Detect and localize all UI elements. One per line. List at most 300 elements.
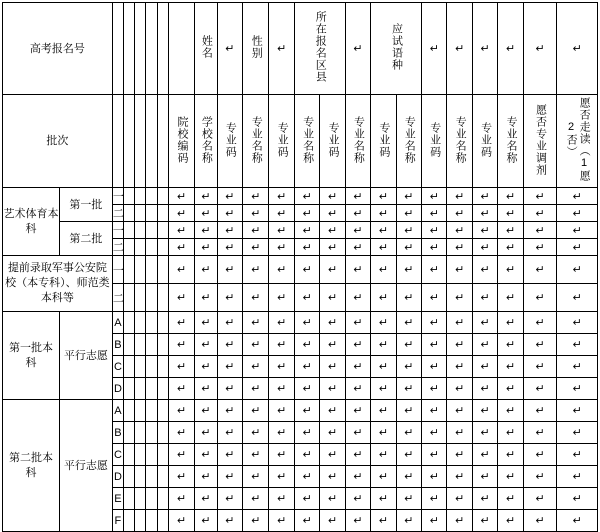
- cell-major-name-4[interactable]: ↵: [396, 510, 421, 532]
- cell-mark: [124, 488, 135, 510]
- cell-major-name-6[interactable]: ↵: [498, 256, 523, 284]
- cell-school-name[interactable]: ↵: [195, 488, 217, 510]
- cell-major-code-6[interactable]: ↵: [472, 284, 497, 312]
- cell-school-name[interactable]: ↵: [195, 444, 217, 466]
- cell-major-code-1[interactable]: ↵: [217, 466, 242, 488]
- cell-major-name-5[interactable]: ↵: [447, 312, 472, 334]
- cell-major-code-1[interactable]: ↵: [217, 400, 242, 422]
- cell-major-code-5[interactable]: ↵: [421, 205, 446, 222]
- cell-major-name-6[interactable]: ↵: [498, 510, 523, 532]
- cell-major-code-2[interactable]: ↵: [269, 444, 294, 466]
- cell-major-name-1[interactable]: ↵: [243, 222, 269, 239]
- cell-school-name[interactable]: ↵: [195, 510, 217, 532]
- cell-major-code-2[interactable]: ↵: [269, 312, 294, 334]
- cell-major-code-4[interactable]: ↵: [371, 400, 396, 422]
- cell-major-code-3[interactable]: ↵: [320, 510, 345, 532]
- cell-major-code-2[interactable]: ↵: [269, 239, 294, 256]
- cell-school-code[interactable]: ↵: [168, 400, 194, 422]
- cell-major-code-4[interactable]: ↵: [371, 205, 396, 222]
- cell-mark: [135, 422, 146, 444]
- cell-commute[interactable]: ↵: [557, 356, 598, 378]
- cell-mark: [157, 256, 168, 284]
- cell-major-name-4[interactable]: ↵: [396, 466, 421, 488]
- cell-major-code-6[interactable]: ↵: [472, 444, 497, 466]
- cell-major-name-3[interactable]: ↵: [345, 239, 370, 256]
- cell-major-code-4[interactable]: ↵: [371, 312, 396, 334]
- cell-mark: [135, 256, 146, 284]
- cell-school-code[interactable]: ↵: [168, 466, 194, 488]
- cell-school-name[interactable]: ↵: [195, 400, 217, 422]
- cell-adjust[interactable]: ↵: [523, 400, 557, 422]
- top-spare-cell-4: ↵: [523, 3, 557, 95]
- cell-commute[interactable]: ↵: [557, 334, 598, 356]
- cell-major-code-5[interactable]: ↵: [421, 466, 446, 488]
- name-value-cell: ↵: [217, 3, 242, 95]
- cell-major-code-1[interactable]: ↵: [217, 222, 242, 239]
- cell-adjust[interactable]: ↵: [523, 334, 557, 356]
- cell-major-code-2[interactable]: ↵: [269, 510, 294, 532]
- cell-major-name-4[interactable]: ↵: [396, 284, 421, 312]
- cell-major-code-6[interactable]: ↵: [472, 222, 497, 239]
- cell-commute[interactable]: ↵: [557, 239, 598, 256]
- cell-major-code-6[interactable]: ↵: [472, 239, 497, 256]
- cell-major-name-5[interactable]: ↵: [447, 510, 472, 532]
- cell-major-code-1[interactable]: ↵: [217, 422, 242, 444]
- cell-commute[interactable]: ↵: [557, 422, 598, 444]
- col-school-code: 院校编码: [168, 95, 194, 188]
- cell-adjust[interactable]: ↵: [523, 188, 557, 205]
- cell-major-code-3[interactable]: ↵: [320, 312, 345, 334]
- cell-major-name-5[interactable]: ↵: [447, 356, 472, 378]
- cell-mark: [157, 488, 168, 510]
- cell-major-code-6[interactable]: ↵: [472, 205, 497, 222]
- group-label-second-batch-undergrad: 第二批本 科: [3, 400, 60, 532]
- cell-major-code-4[interactable]: ↵: [371, 510, 396, 532]
- group-label-art-sports: 艺术体育本科: [3, 188, 60, 256]
- cell-major-code-5[interactable]: ↵: [421, 284, 446, 312]
- header-gender: 性别: [243, 3, 269, 95]
- cell-major-code-1[interactable]: ↵: [217, 239, 242, 256]
- cell-major-name-2[interactable]: ↵: [294, 488, 319, 510]
- cell-major-code-6[interactable]: ↵: [472, 510, 497, 532]
- exam-number-cell-1: [112, 3, 123, 95]
- cell-major-code-4[interactable]: ↵: [371, 334, 396, 356]
- cell-major-name-6[interactable]: ↵: [498, 239, 523, 256]
- cell-major-code-2[interactable]: ↵: [269, 188, 294, 205]
- cell-major-code-3[interactable]: ↵: [320, 284, 345, 312]
- cell-school-code[interactable]: ↵: [168, 356, 194, 378]
- cell-major-name-4[interactable]: ↵: [396, 312, 421, 334]
- cell-school-name[interactable]: ↵: [195, 256, 217, 284]
- cell-commute[interactable]: ↵: [557, 510, 598, 532]
- cell-major-name-2[interactable]: ↵: [294, 284, 319, 312]
- cell-school-code[interactable]: ↵: [168, 222, 194, 239]
- cell-commute[interactable]: ↵: [557, 205, 598, 222]
- cell-major-name-5[interactable]: ↵: [447, 466, 472, 488]
- cell-mark: [146, 356, 157, 378]
- cell-major-name-4[interactable]: ↵: [396, 188, 421, 205]
- cell-major-code-6[interactable]: ↵: [472, 356, 497, 378]
- cell-mark: [124, 334, 135, 356]
- cell-major-name-5[interactable]: ↵: [447, 444, 472, 466]
- cell-adjust[interactable]: ↵: [523, 378, 557, 400]
- cell-school-name[interactable]: ↵: [195, 466, 217, 488]
- cell-major-name-1[interactable]: ↵: [243, 334, 269, 356]
- cell-school-name[interactable]: ↵: [195, 239, 217, 256]
- cell-school-name[interactable]: ↵: [195, 378, 217, 400]
- cell-major-name-1[interactable]: ↵: [243, 256, 269, 284]
- cell-major-name-2[interactable]: ↵: [294, 466, 319, 488]
- cell-major-code-4[interactable]: ↵: [371, 378, 396, 400]
- cell-major-name-6[interactable]: ↵: [498, 188, 523, 205]
- cell-mark: [146, 239, 157, 256]
- cell-major-code-5[interactable]: ↵: [421, 188, 446, 205]
- cell-major-code-2[interactable]: ↵: [269, 334, 294, 356]
- cell-school-code[interactable]: ↵: [168, 334, 194, 356]
- cell-major-code-4[interactable]: ↵: [371, 239, 396, 256]
- cell-major-name-3[interactable]: ↵: [345, 222, 370, 239]
- cell-major-code-4[interactable]: ↵: [371, 256, 396, 284]
- cell-major-name-2[interactable]: ↵: [294, 378, 319, 400]
- cell-major-code-6[interactable]: ↵: [472, 466, 497, 488]
- cell-major-name-4[interactable]: ↵: [396, 222, 421, 239]
- cell-major-name-5[interactable]: ↵: [447, 400, 472, 422]
- cell-major-name-6[interactable]: ↵: [498, 488, 523, 510]
- cell-school-name[interactable]: ↵: [195, 422, 217, 444]
- narrow-col-3: [135, 95, 146, 188]
- cell-major-name-2[interactable]: ↵: [294, 205, 319, 222]
- cell-adjust[interactable]: ↵: [523, 444, 557, 466]
- cell-major-name-4[interactable]: ↵: [396, 256, 421, 284]
- cell-major-code-3[interactable]: ↵: [320, 256, 345, 284]
- cell-major-code-6[interactable]: ↵: [472, 422, 497, 444]
- cell-major-code-6[interactable]: ↵: [472, 188, 497, 205]
- cell-major-name-2[interactable]: ↵: [294, 239, 319, 256]
- cell-major-code-2[interactable]: ↵: [269, 256, 294, 284]
- cell-commute[interactable]: ↵: [557, 312, 598, 334]
- cell-school-code[interactable]: ↵: [168, 444, 194, 466]
- cell-major-code-1[interactable]: ↵: [217, 312, 242, 334]
- cell-major-name-5[interactable]: ↵: [447, 378, 472, 400]
- cell-major-name-3[interactable]: ↵: [345, 284, 370, 312]
- cell-major-code-4[interactable]: ↵: [371, 422, 396, 444]
- cell-major-name-4[interactable]: ↵: [396, 422, 421, 444]
- row-index: B: [112, 334, 123, 356]
- cell-mark: [135, 444, 146, 466]
- cell-major-name-5[interactable]: ↵: [447, 239, 472, 256]
- cell-major-code-3[interactable]: ↵: [320, 488, 345, 510]
- cell-mark: [146, 284, 157, 312]
- cell-adjust[interactable]: ↵: [523, 356, 557, 378]
- cell-mark: [157, 334, 168, 356]
- row-index: A: [112, 400, 123, 422]
- cell-major-code-2[interactable]: ↵: [269, 466, 294, 488]
- cell-major-name-4[interactable]: ↵: [396, 488, 421, 510]
- cell-adjust[interactable]: ↵: [523, 239, 557, 256]
- cell-major-code-2[interactable]: ↵: [269, 378, 294, 400]
- cell-school-name[interactable]: ↵: [195, 356, 217, 378]
- cell-major-code-5[interactable]: ↵: [421, 334, 446, 356]
- cell-major-name-2[interactable]: ↵: [294, 188, 319, 205]
- cell-major-name-3[interactable]: ↵: [345, 510, 370, 532]
- cell-school-code[interactable]: ↵: [168, 239, 194, 256]
- cell-major-name-4[interactable]: ↵: [396, 356, 421, 378]
- cell-major-code-5[interactable]: ↵: [421, 239, 446, 256]
- cell-major-code-3[interactable]: ↵: [320, 334, 345, 356]
- cell-major-code-5[interactable]: ↵: [421, 444, 446, 466]
- cell-commute[interactable]: ↵: [557, 222, 598, 239]
- cell-major-name-1[interactable]: ↵: [243, 488, 269, 510]
- cell-major-code-1[interactable]: ↵: [217, 356, 242, 378]
- cell-major-code-3[interactable]: ↵: [320, 205, 345, 222]
- cell-major-name-2[interactable]: ↵: [294, 400, 319, 422]
- cell-major-code-1[interactable]: ↵: [217, 378, 242, 400]
- cell-major-name-6[interactable]: ↵: [498, 205, 523, 222]
- cell-major-name-4[interactable]: ↵: [396, 400, 421, 422]
- cell-major-code-1[interactable]: ↵: [217, 188, 242, 205]
- cell-major-name-6[interactable]: ↵: [498, 356, 523, 378]
- row-index: C: [112, 444, 123, 466]
- cell-major-code-4[interactable]: ↵: [371, 222, 396, 239]
- cell-major-name-3[interactable]: ↵: [345, 312, 370, 334]
- cell-major-name-3[interactable]: ↵: [345, 488, 370, 510]
- cell-major-name-4[interactable]: ↵: [396, 334, 421, 356]
- cell-major-name-5[interactable]: ↵: [447, 422, 472, 444]
- cell-major-name-1[interactable]: ↵: [243, 444, 269, 466]
- cell-school-code[interactable]: ↵: [168, 378, 194, 400]
- cell-major-code-3[interactable]: ↵: [320, 239, 345, 256]
- cell-school-name[interactable]: ↵: [195, 205, 217, 222]
- cell-major-code-5[interactable]: ↵: [421, 510, 446, 532]
- cell-mark: [135, 205, 146, 222]
- cell-school-code[interactable]: ↵: [168, 422, 194, 444]
- cell-major-name-2[interactable]: ↵: [294, 356, 319, 378]
- table-row: [3, 256, 598, 284]
- cell-school-code[interactable]: ↵: [168, 488, 194, 510]
- cell-adjust[interactable]: ↵: [523, 488, 557, 510]
- cell-major-name-1[interactable]: ↵: [243, 356, 269, 378]
- cell-school-name[interactable]: ↵: [195, 312, 217, 334]
- cell-major-code-1[interactable]: ↵: [217, 444, 242, 466]
- cell-school-name[interactable]: ↵: [195, 188, 217, 205]
- cell-major-name-4[interactable]: ↵: [396, 378, 421, 400]
- cell-major-name-6[interactable]: ↵: [498, 334, 523, 356]
- cell-adjust[interactable]: ↵: [523, 510, 557, 532]
- cell-major-code-1[interactable]: ↵: [217, 256, 242, 284]
- cell-school-code[interactable]: ↵: [168, 284, 194, 312]
- cell-major-code-2[interactable]: ↵: [269, 400, 294, 422]
- cell-major-name-3[interactable]: ↵: [345, 334, 370, 356]
- cell-major-code-1[interactable]: ↵: [217, 334, 242, 356]
- cell-school-code[interactable]: ↵: [168, 188, 194, 205]
- cell-school-code[interactable]: ↵: [168, 256, 194, 284]
- cell-commute[interactable]: ↵: [557, 256, 598, 284]
- cell-major-code-1[interactable]: ↵: [217, 488, 242, 510]
- exam-number-label: 高考报名号: [3, 3, 113, 95]
- cell-major-code-3[interactable]: ↵: [320, 378, 345, 400]
- cell-major-code-2[interactable]: ↵: [269, 205, 294, 222]
- exam-number-cell-5: [157, 3, 168, 95]
- cell-major-code-3[interactable]: ↵: [320, 444, 345, 466]
- cell-major-name-6[interactable]: ↵: [498, 378, 523, 400]
- cell-adjust[interactable]: ↵: [523, 466, 557, 488]
- cell-major-code-6[interactable]: ↵: [472, 256, 497, 284]
- cell-commute[interactable]: ↵: [557, 466, 598, 488]
- cell-mark: [124, 222, 135, 239]
- cell-major-name-5[interactable]: ↵: [447, 222, 472, 239]
- cell-major-code-5[interactable]: ↵: [421, 378, 446, 400]
- cell-major-code-2[interactable]: ↵: [269, 356, 294, 378]
- cell-major-name-3[interactable]: ↵: [345, 256, 370, 284]
- cell-major-name-5[interactable]: ↵: [447, 188, 472, 205]
- cell-major-code-5[interactable]: ↵: [421, 222, 446, 239]
- cell-major-code-3[interactable]: ↵: [320, 222, 345, 239]
- cell-major-name-1[interactable]: ↵: [243, 205, 269, 222]
- cell-major-name-3[interactable]: ↵: [345, 444, 370, 466]
- cell-major-code-4[interactable]: ↵: [371, 466, 396, 488]
- cell-major-name-6[interactable]: ↵: [498, 284, 523, 312]
- subgroup-label-first-batch: 第一批: [59, 188, 112, 222]
- cell-major-code-1[interactable]: ↵: [217, 284, 242, 312]
- cell-major-code-3[interactable]: ↵: [320, 188, 345, 205]
- cell-commute[interactable]: ↵: [557, 488, 598, 510]
- cell-major-code-3[interactable]: ↵: [320, 356, 345, 378]
- cell-major-name-3[interactable]: ↵: [345, 356, 370, 378]
- cell-major-name-1[interactable]: ↵: [243, 466, 269, 488]
- cell-major-code-2[interactable]: ↵: [269, 284, 294, 312]
- col-major-name-4: 专业名称: [396, 95, 421, 188]
- district-value-cell: ↵: [345, 3, 370, 95]
- cell-major-name-6[interactable]: ↵: [498, 422, 523, 444]
- cell-adjust[interactable]: ↵: [523, 284, 557, 312]
- cell-major-name-2[interactable]: ↵: [294, 422, 319, 444]
- cell-school-code[interactable]: ↵: [168, 312, 194, 334]
- cell-major-name-2[interactable]: ↵: [294, 334, 319, 356]
- row-index: B: [112, 422, 123, 444]
- cell-major-code-3[interactable]: ↵: [320, 400, 345, 422]
- cell-commute[interactable]: ↵: [557, 188, 598, 205]
- cell-major-code-4[interactable]: ↵: [371, 356, 396, 378]
- cell-major-name-5[interactable]: ↵: [447, 284, 472, 312]
- cell-mark: [157, 188, 168, 205]
- cell-major-code-6[interactable]: ↵: [472, 334, 497, 356]
- cell-commute[interactable]: ↵: [557, 284, 598, 312]
- cell-major-code-3[interactable]: ↵: [320, 422, 345, 444]
- cell-major-name-6[interactable]: ↵: [498, 444, 523, 466]
- cell-major-name-2[interactable]: ↵: [294, 256, 319, 284]
- cell-mark: [146, 222, 157, 239]
- cell-major-code-5[interactable]: ↵: [421, 356, 446, 378]
- cell-major-name-1[interactable]: ↵: [243, 422, 269, 444]
- cell-school-code[interactable]: ↵: [168, 510, 194, 532]
- cell-major-name-1[interactable]: ↵: [243, 188, 269, 205]
- cell-commute[interactable]: ↵: [557, 444, 598, 466]
- cell-major-name-3[interactable]: ↵: [345, 400, 370, 422]
- cell-mark: [135, 284, 146, 312]
- cell-mark: [124, 312, 135, 334]
- cell-major-code-5[interactable]: ↵: [421, 256, 446, 284]
- cell-mark: [157, 312, 168, 334]
- cell-major-code-4[interactable]: ↵: [371, 444, 396, 466]
- cell-major-code-4[interactable]: ↵: [371, 284, 396, 312]
- cell-mark: [135, 312, 146, 334]
- cell-major-name-6[interactable]: ↵: [498, 312, 523, 334]
- cell-major-name-3[interactable]: ↵: [345, 466, 370, 488]
- cell-major-name-3[interactable]: ↵: [345, 378, 370, 400]
- cell-major-name-5[interactable]: ↵: [447, 256, 472, 284]
- cell-school-name[interactable]: ↵: [195, 284, 217, 312]
- cell-major-code-4[interactable]: ↵: [371, 488, 396, 510]
- col-major-adjust: 愿否专业调剂: [523, 95, 557, 188]
- cell-major-code-6[interactable]: ↵: [472, 400, 497, 422]
- cell-commute[interactable]: ↵: [557, 400, 598, 422]
- cell-adjust[interactable]: ↵: [523, 205, 557, 222]
- cell-major-name-5[interactable]: ↵: [447, 205, 472, 222]
- cell-major-name-2[interactable]: ↵: [294, 312, 319, 334]
- cell-mark: [124, 356, 135, 378]
- cell-major-name-5[interactable]: ↵: [447, 488, 472, 510]
- cell-major-code-5[interactable]: ↵: [421, 312, 446, 334]
- cell-major-name-1[interactable]: ↵: [243, 400, 269, 422]
- cell-major-code-5[interactable]: ↵: [421, 400, 446, 422]
- cell-major-name-3[interactable]: ↵: [345, 422, 370, 444]
- cell-adjust[interactable]: ↵: [523, 422, 557, 444]
- cell-major-name-6[interactable]: ↵: [498, 400, 523, 422]
- cell-major-code-6[interactable]: ↵: [472, 378, 497, 400]
- cell-major-code-5[interactable]: ↵: [421, 488, 446, 510]
- cell-major-name-6[interactable]: ↵: [498, 466, 523, 488]
- cell-major-code-4[interactable]: ↵: [371, 188, 396, 205]
- cell-adjust[interactable]: ↵: [523, 312, 557, 334]
- cell-major-name-2[interactable]: ↵: [294, 222, 319, 239]
- row-index: D: [112, 378, 123, 400]
- cell-major-code-1[interactable]: ↵: [217, 205, 242, 222]
- cell-commute[interactable]: ↵: [557, 378, 598, 400]
- cell-adjust[interactable]: ↵: [523, 256, 557, 284]
- cell-major-name-3[interactable]: ↵: [345, 205, 370, 222]
- cell-major-name-4[interactable]: ↵: [396, 444, 421, 466]
- cell-major-name-6[interactable]: ↵: [498, 222, 523, 239]
- cell-major-name-1[interactable]: ↵: [243, 312, 269, 334]
- cell-major-name-3[interactable]: ↵: [345, 188, 370, 205]
- cell-major-name-2[interactable]: ↵: [294, 444, 319, 466]
- header-district: 所在报名区县: [294, 3, 345, 95]
- cell-mark: [146, 256, 157, 284]
- cell-major-code-3[interactable]: ↵: [320, 466, 345, 488]
- cell-major-code-2[interactable]: ↵: [269, 222, 294, 239]
- cell-school-name[interactable]: ↵: [195, 222, 217, 239]
- cell-major-name-5[interactable]: ↵: [447, 334, 472, 356]
- cell-major-name-4[interactable]: ↵: [396, 205, 421, 222]
- subgroup-label-parallel-1: 平行志愿: [59, 312, 112, 400]
- cell-major-name-1[interactable]: ↵: [243, 284, 269, 312]
- cell-major-code-5[interactable]: ↵: [421, 422, 446, 444]
- cell-school-code[interactable]: ↵: [168, 205, 194, 222]
- cell-major-name-1[interactable]: ↵: [243, 510, 269, 532]
- cell-major-name-4[interactable]: ↵: [396, 239, 421, 256]
- cell-major-code-2[interactable]: ↵: [269, 422, 294, 444]
- cell-major-name-1[interactable]: ↵: [243, 378, 269, 400]
- exam-number-cell-4: [146, 3, 157, 95]
- cell-major-name-1[interactable]: ↵: [243, 239, 269, 256]
- cell-school-name[interactable]: ↵: [195, 334, 217, 356]
- cell-major-name-2[interactable]: ↵: [294, 510, 319, 532]
- cell-major-code-6[interactable]: ↵: [472, 488, 497, 510]
- cell-major-code-1[interactable]: ↵: [217, 510, 242, 532]
- cell-major-code-2[interactable]: ↵: [269, 488, 294, 510]
- cell-major-code-6[interactable]: ↵: [472, 312, 497, 334]
- cell-adjust[interactable]: ↵: [523, 222, 557, 239]
